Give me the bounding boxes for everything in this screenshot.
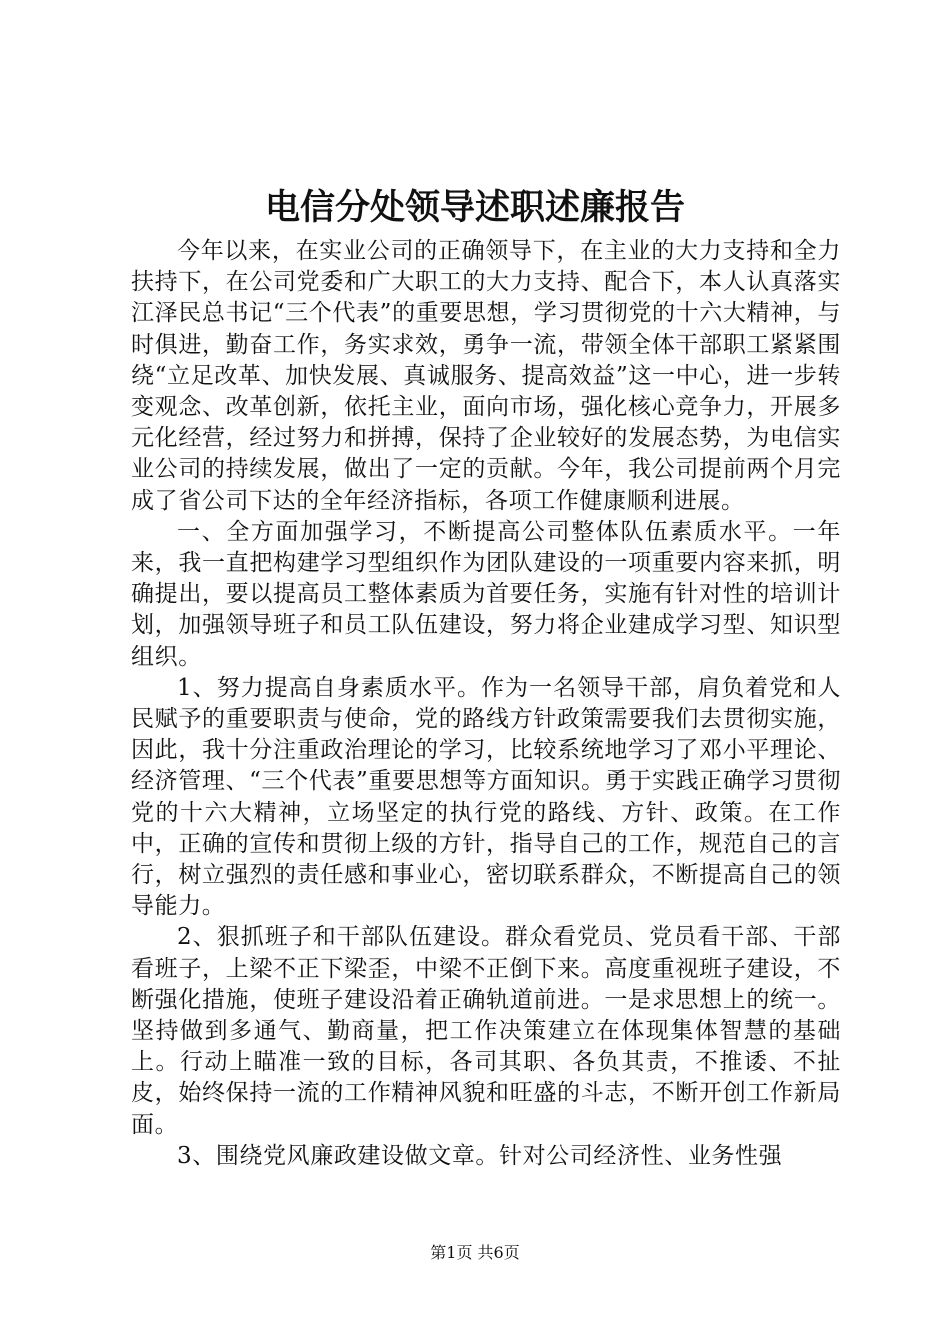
paragraph-intro: 今年以来，在实业公司的正确领导下，在主业的大力支持和全力扶持下，在公司党委和广大职工的大力支持、配合下，本人认真落实江泽民总书记“三个代表”的重要思想，学习贯彻党的十六大精神，与时俱进，勤奋工作，务实求效，勇争一流，带领全体干部职工紧紧围绕“立足改革、加快发展、真诚服务、提高效益”这一中心，进一步转变观念、改革创新，依托主业，面向市场，强化核心竞争力，开展多元化经营，经过努力和拼搏，保持了企业较好的发展态势，为电信实业公司的持续发展，做出了一定的贡献。今年，我公司提前两个月完成了省公司下达的全年经济指标，各项工作健康顺利进展。 — [131, 238, 841, 514]
paragraph-item-1: 1、努力提高自身素质水平。作为一名领导干部，肩负着党和人民赋予的重要职责与使命，党的路线方针政策需要我们去贯彻实施，因此，我十分注重政治理论的学习，比较系统地学习了邓小平理论、经济管理、“三个代表”重要思想等方面知识。勇于实践正确学习贯彻党的十六大精神，立场坚定的执行党的路线、方针、政策。在工作中，正确的宣传和贯彻上级的方针，指导自己的工作，规范自己的言行，树立强烈的责任感和事业心，密切联系群众，不断提高自己的领导能力。 — [131, 674, 841, 920]
document-title: 电信分处领导述职述廉报告 — [264, 187, 685, 228]
paragraph-item-2: 2、狠抓班子和干部队伍建设。群众看党员、党员看干部、干部看班子，上梁不正下梁歪，中梁不正倒下来。高度重视班子建设，不断强化措施，使班子建设沿着正确轨道前进。一是求思想上的统一。坚持做到多通气、勤商量，把工作决策建立在体现集体智慧的基础上。行动上瞄准一致的目标，各司其职、各负其责，不推诿、不扯皮，始终保持一流的工作精神风貌和旺盛的斗志，不断开创工作新局面。 — [131, 924, 841, 1138]
page-number-footer: 第1页 共6页 — [430, 1243, 520, 1262]
paragraph-item-3: 3、围绕党风廉政建设做文章。针对公司经济性、业务性强 — [177, 1142, 783, 1169]
paragraph-section-1: 一、全方面加强学习，不断提高公司整体队伍素质水平。一年来，我一直把构建学习型组织作为团队建设的一项重要内容来抓，明确提出，要以提高员工整体素质为首要任务，实施有针对性的培训计划，加强领导班子和员工队伍建设，努力将企业建成学习型、知识型组织。 — [131, 518, 841, 670]
document-body — [131, 236, 841, 1172]
